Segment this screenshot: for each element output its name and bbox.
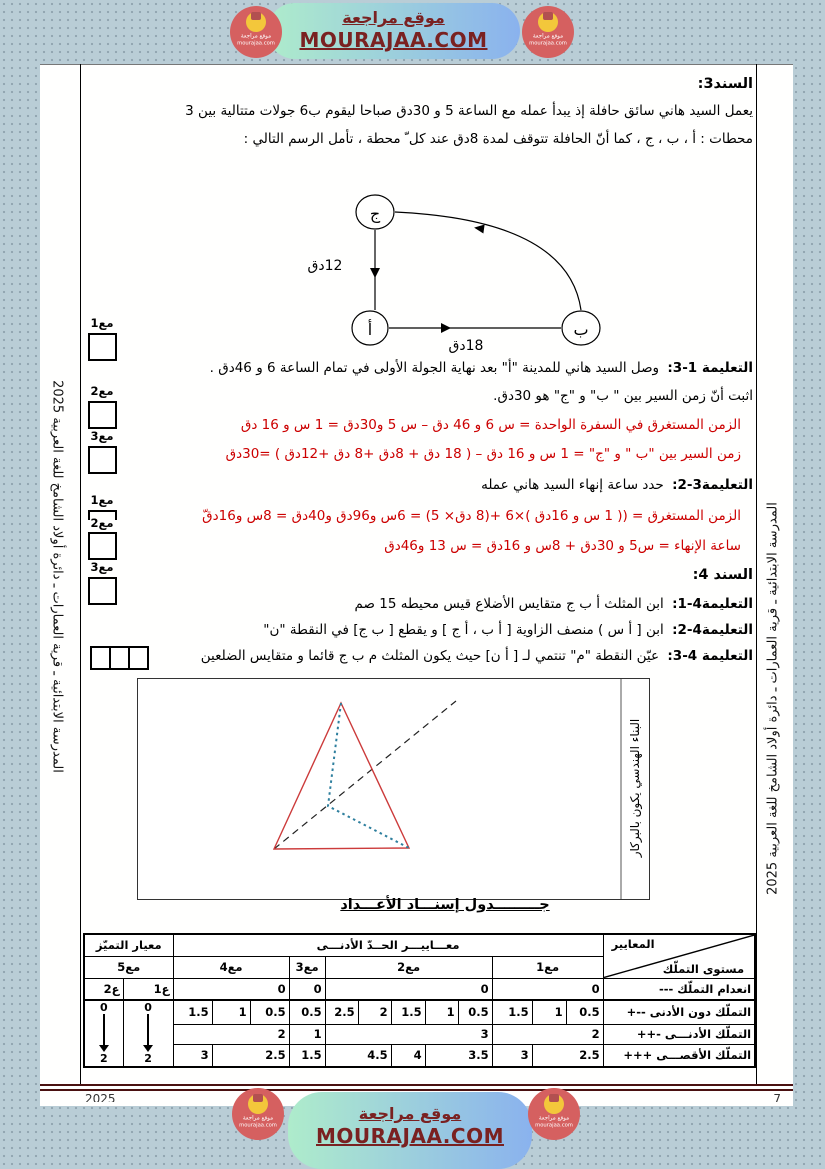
header-banner <box>267 3 520 59</box>
badge-text-en: mourajaa.com <box>529 40 567 47</box>
sanad4-title: السند 4: <box>692 567 753 583</box>
score-cell: 4.5 <box>325 1044 391 1067</box>
right-margin-school-text: المدرسة الابتدائية ـ قرية العمارات ـ دائرة أولاد الشامخ للغة العربية 2025 <box>765 502 781 895</box>
criterion-label-m3b: مع3 <box>90 560 114 574</box>
site-domain: MOURAJAA.COM <box>299 28 488 52</box>
badge-text-ar: موقع مراجعة <box>532 32 564 40</box>
score-cell: 2 <box>173 1024 289 1044</box>
instruction-4-2 <box>263 622 753 638</box>
criterion-checkbox-m3 <box>88 446 117 474</box>
score-cell: 2 <box>492 1024 603 1044</box>
mastery-level-label: انعدام التملّك --- <box>603 978 755 1000</box>
score-cell: 0 <box>325 978 492 1000</box>
score-cell: 2.5 <box>325 1000 358 1024</box>
instruction-3-1-label: التعليمة 1-3: <box>667 360 753 376</box>
mastery-level-label: التملّك الأدنـــى -++ <box>603 1024 755 1044</box>
score-cell: 1.5 <box>289 1044 325 1067</box>
triple-checkbox <box>90 646 149 670</box>
criterion-checkbox-m1 <box>88 333 117 361</box>
score-cell: 1 <box>212 1000 250 1024</box>
instruction-3-1-line2: اثبت أنّ زمن السير بين " ب" و "ج" هو 30دق. <box>493 388 753 404</box>
marks-table <box>83 933 756 1068</box>
page-number: 7 <box>773 1092 781 1102</box>
geometry-figure-box <box>137 678 650 900</box>
station-label-b: ب <box>573 320 589 339</box>
instruction-3-2-text: حدد ساعة إنهاء السيد هاني عمله <box>481 477 664 493</box>
score-cell: 2.5 <box>532 1044 603 1067</box>
range-bottom-value: 2 <box>144 1052 152 1065</box>
badge-text-en: mourajaa.com <box>535 1122 573 1129</box>
arrowhead-down-icon <box>370 268 380 278</box>
red-triangle <box>274 703 409 849</box>
range-bottom-value: 2 <box>99 1052 108 1065</box>
bisector-dashed-line <box>274 701 456 849</box>
score-cell: 0 <box>173 978 289 1000</box>
instruction-3-1-text: وصل السيد هاني للمدينة "أ" بعد نهاية الجولة الأولى في تمام الساعة 6 و 46دق . <box>209 360 660 376</box>
score-cell: 0.5 <box>289 1000 325 1024</box>
range-top-value: 0 <box>99 1001 108 1014</box>
badge-text-ar: موقع مراجعة <box>240 32 272 40</box>
corner-header-cell <box>603 934 755 978</box>
book-icon <box>544 1094 564 1114</box>
site-name-arabic: موقع مراجعة <box>342 8 445 27</box>
instruction-4-2-label: التعليمة4-2: <box>672 622 753 638</box>
book-icon <box>538 12 558 32</box>
footer-year: 2025 <box>85 1092 116 1102</box>
score-cell: 0.5 <box>458 1000 492 1024</box>
left-margin-school-text: المدرسة الابتدائية ـ قرية العمارات ـ دائرة أولاد الشامخ للغة العربية 2025 <box>49 380 65 773</box>
instruction-3-2 <box>481 477 753 493</box>
sanad3-paragraph-line2: محطات : أ ، ب ، ج ، كما أنّ الحافلة تتوقف لمدة 8دق عند كل ّ محطة ، تأمل الرسم التالي : <box>243 131 753 147</box>
answer-red-line1: الزمن المستغرق في السفرة الواحدة = س 6 و 46 دق – س 5 و30دق = 1 س و 16 دق <box>240 417 741 433</box>
sanad3-paragraph-line1: يعمل السيد هاني سائق حافلة إذ يبدأ عمله مع الساعة 5 و 30دق صباحا ليقوم ب6 جولات متتالية بين 3 <box>185 103 753 119</box>
score-cell: ع1 <box>123 978 173 1000</box>
down-arrow-icon <box>103 1014 105 1046</box>
book-icon <box>246 12 266 32</box>
corner-mastery-label: مستوى التملّك <box>662 961 745 976</box>
criterion-label-m1: مع1 <box>90 316 114 330</box>
score-cell: 1.5 <box>492 1000 532 1024</box>
score-cell: 0 <box>289 978 325 1000</box>
instruction-3-1 <box>210 360 753 376</box>
site-badge-left <box>230 6 282 58</box>
criterion-label-m2b: مع2 <box>90 516 114 530</box>
instruction-3-2-label: التعليمة3-2: <box>672 477 753 493</box>
answer-red-line2: زمن السير بين "ب " و "ج" = 1 س و 16 دق – ( 18 دق + 8دق +8 دق +12دق ) =30دق <box>225 446 741 462</box>
compass-note-vertical-text: البناء الهندسي يكون بالبركار <box>628 718 642 858</box>
criterion-label-m3: مع3 <box>90 429 114 443</box>
range-top-value: 0 <box>144 1001 152 1014</box>
badge-text-en: mourajaa.com <box>239 1122 277 1129</box>
range-arrow <box>127 1001 170 1064</box>
criterion-checkbox-m3b <box>88 577 117 605</box>
edge-label-12min: 12دق <box>307 258 343 274</box>
badge-text-ar: موقع مراجعة <box>538 1114 570 1122</box>
criterion-label-m2: مع2 <box>90 384 114 398</box>
criterion-column-header-4: مع4 <box>173 956 289 978</box>
footer-double-rule <box>40 1084 793 1091</box>
criterion-checkbox-m2 <box>88 401 117 429</box>
criterion-checkbox-m2b <box>88 532 117 560</box>
criterion-column-header-3: مع3 <box>289 956 325 978</box>
bus-route-diagram <box>278 178 610 360</box>
instruction-4-3 <box>201 648 753 664</box>
mastery-level-label: التملّك دون الأدنى --+ <box>603 1000 755 1024</box>
arrowhead-arc-icon <box>473 223 484 233</box>
site-badge-footer-right <box>528 1088 580 1140</box>
station-label-a: أ <box>367 320 373 339</box>
excellence-range-cell <box>84 1000 123 1067</box>
score-cell: 2 <box>358 1000 391 1024</box>
instruction-4-3-label: التعليمة 4-3: <box>667 648 753 664</box>
score-cell: 1 <box>532 1000 566 1024</box>
score-cell: 2.5 <box>212 1044 289 1067</box>
site-badge-footer-left <box>232 1088 284 1140</box>
excellence-criterion-header: معيار التميّز <box>84 934 173 956</box>
score-cell: 0.5 <box>250 1000 289 1024</box>
down-arrow-icon <box>147 1014 149 1046</box>
instruction-4-3-text: عيّن النقطة "م" تنتمي لـ [ أ ن] حيث يكون المثلث م ب ج قائما و متقايس الضلعين <box>200 648 660 664</box>
badge-text-ar: موقع مراجعة <box>242 1114 274 1122</box>
right-margin-rule <box>756 64 757 1085</box>
station-label-j: ج <box>369 204 381 223</box>
mastery-level-label: التملّك الأقصـــى +++ <box>603 1044 755 1067</box>
score-cell: 0 <box>492 978 603 1000</box>
edge-b-to-j-arc <box>395 212 581 310</box>
book-icon <box>248 1094 268 1114</box>
minimum-criteria-header: معـــاييـــر الحــدّ الأدنـــى <box>173 934 603 956</box>
instruction-4-1 <box>354 596 753 612</box>
score-cell: 4 <box>391 1044 425 1067</box>
score-cell: 1 <box>289 1024 325 1044</box>
site-name-arabic: موقع مراجعة <box>358 1104 462 1123</box>
criterion-label-m1b: مع1 <box>90 493 114 507</box>
criterion-column-header-1: مع1 <box>492 956 603 978</box>
score-cell: 3 <box>325 1024 492 1044</box>
arrowhead-right-icon <box>441 323 451 333</box>
footer-banner <box>288 1092 532 1169</box>
score-cell: 0.5 <box>566 1000 603 1024</box>
answer-red-line4: ساعة الإنهاء = س5 و 30دق + 8س و 16دق = س 13 و46دق <box>384 538 741 554</box>
instruction-4-1-text: ابن المثلث أ ب ج متقايس الأضلاع قيس محيطه 15 صم <box>354 596 664 612</box>
edge-label-18min: 18دق <box>448 338 484 354</box>
corner-criteria-label: المعايير <box>611 937 655 951</box>
answer-red-line3: الزمن المستغرق = (( 1 س و 16دق )×6 +(8 دق× 5) = 6س و96دق و40دق = 8س و16دقّ <box>202 508 741 524</box>
marks-table-caption: جـــــــــدول إسنـــاد الأعـــداد <box>340 897 550 913</box>
score-cell: 3 <box>173 1044 212 1067</box>
score-cell: 3.5 <box>425 1044 492 1067</box>
score-cell: 1 <box>425 1000 458 1024</box>
score-cell: ع2 <box>84 978 123 1000</box>
range-arrow <box>88 1001 120 1064</box>
triangle-construction-figure <box>138 679 649 899</box>
score-cell: 1.5 <box>391 1000 425 1024</box>
score-cell: 1.5 <box>173 1000 212 1024</box>
blue-dotted-segments <box>328 703 409 848</box>
badge-text-en: mourajaa.com <box>237 40 275 47</box>
site-badge-right <box>522 6 574 58</box>
criterion-column-header-5: مع5 <box>84 956 173 978</box>
instruction-4-1-label: التعليمة4-1: <box>672 596 753 612</box>
instruction-4-2-text: ابن [ أ س ) منصف الزاوية [ أ ب ، أ ج ] و يقطع [ ب ج] في النقطة "ن" <box>263 622 664 638</box>
sanad3-title: السند3: <box>697 76 753 92</box>
excellence-range-cell <box>123 1000 173 1067</box>
left-margin-rule <box>80 64 81 1085</box>
score-cell: 3 <box>492 1044 532 1067</box>
site-domain: MOURAJAA.COM <box>316 1124 504 1148</box>
criterion-column-header-2: مع2 <box>325 956 492 978</box>
